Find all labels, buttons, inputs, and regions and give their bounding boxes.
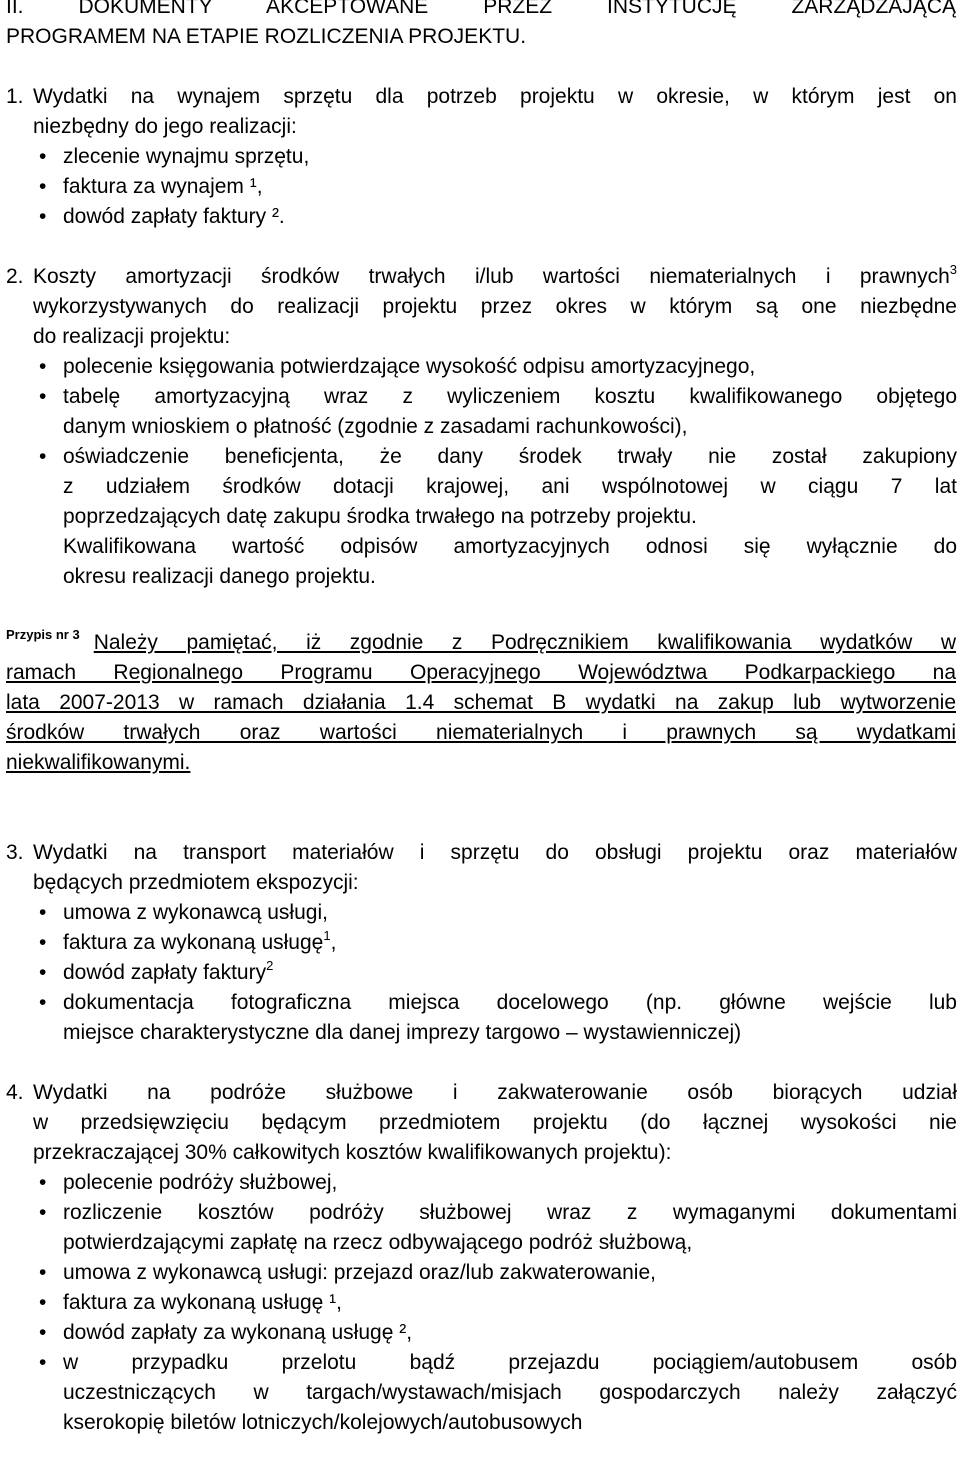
footnote-3 [0,620,960,778]
list-item-text: rozliczenie kosztów podróży służbowej wraz z wymaganymi dokumentami [63,1201,957,1224]
heading-line: PROGRAMEM NA ETAPIE ROZLICZENIA PROJEKTU. [6,25,527,48]
item-number: 4. [6,1081,24,1104]
list-item-text: dowód zapłaty za wykonaną usługę ², [63,1321,413,1344]
footnote-line: lata 2007-2013 w ramach działania 1.4 schemat B wydatki na zakup lub wytworzenie [6,691,956,714]
list-item [33,1258,957,1288]
list-item-text: umowa z wykonawcą usługi, [63,901,328,924]
list-item [33,1348,957,1438]
paragraph-text: Koszty amortyzacji środków trwałych i/lub wartości niematerialnych i prawnych [33,265,950,288]
list-item-text: oświadczenie beneficjenta, że dany środek trwały nie został zakupiony [63,445,957,468]
bullet-icon: • [39,901,47,924]
paragraph-line: niezbędny do jego realizacji: [33,115,297,138]
list-item-text: dowód zapłaty faktury ². [63,205,285,228]
footnote-label: Przypis nr 3 [6,627,80,642]
list-item [33,1318,957,1348]
bullet-icon: • [39,961,47,984]
list-item [33,202,957,232]
bullet-icon: • [39,991,47,1014]
bullet-icon: • [39,1201,47,1224]
bullet-icon: • [39,175,47,198]
bullet-icon: • [39,1171,47,1194]
item-number: 2. [6,265,24,288]
list-item-text: zlecenie wynajmu sprzętu, [63,145,310,168]
list-item [33,142,957,172]
bullet-icon: • [39,355,47,378]
bullet-list [33,142,957,232]
list-item-text: w przypadku przelotu bądź przejazdu pociągiem/autobusem osób [63,1351,957,1374]
paragraph-line: Wydatki na wynajem sprzętu dla potrzeb projektu w okresie, w którym jest on [33,85,957,108]
item-number: 1. [6,85,24,108]
bullet-icon: • [39,145,47,168]
bullet-list [33,1168,957,1438]
paragraph-line [33,262,957,292]
list-item-text: faktura za wynajem ¹, [63,175,263,198]
bullet-list [33,898,957,1048]
list-item-text: faktura za wykonaną usługę ¹, [63,1291,342,1314]
paragraph-line: przekraczającej 30% całkowitych kosztów kwalifikowanych projektu): [33,1141,672,1164]
footnote-ref: 3 [949,262,957,277]
footnote-ref: 2 [266,958,274,973]
paragraph-line: Wydatki na transport materiałów i sprzętu do obsługi projektu oraz materiałów [33,841,957,864]
bullet-list [33,352,957,532]
list-item-text: umowa z wykonawcą usługi: przejazd oraz/lub zakwaterowanie, [63,1261,656,1284]
list-item-text: dokumentacja fotograficzna miejsca docelowego (np. główne wejście lub [63,991,957,1014]
list-item [33,382,957,442]
list-item-text: z udziałem środków dotacji krajowej, ani wspólnotowej w ciągu 7 lat [63,475,957,498]
list-item-text: tabelę amortyzacyjną wraz z wyliczeniem kosztu kwalifikowanego objętego [63,385,957,408]
paragraph-line: okresu realizacji danego projektu. [63,565,376,588]
footnote-ref: 1 [323,928,331,943]
section-4 [0,1078,960,1438]
footnote-line: niekwalifikowanymi. [6,751,191,774]
list-item-text: , [330,931,337,954]
list-item [33,442,957,532]
footnote-text: Należy pamiętać, iż zgodnie z Podręcznikiem kwalifikowania wydatków w [93,631,956,654]
paragraph-line: Wydatki na podróże służbowe i zakwaterowanie osób biorących udział [33,1081,957,1104]
list-item-text: uczestniczących w targach/wystawach/misjach gospodarczych należy załączyć [63,1381,957,1404]
list-item [33,1198,957,1258]
section-3 [0,838,960,1048]
list-item [33,928,957,958]
list-item [33,958,957,988]
section-2 [0,262,960,592]
list-item-text: polecenie podróży służbowej, [63,1171,338,1194]
list-item [33,1168,957,1198]
list-item [33,988,957,1048]
paragraph-line: w przedsięwzięciu będącym przedmiotem projektu (do łącznej wysokości nie [33,1111,957,1134]
bullet-icon: • [39,445,47,468]
bullet-icon: • [39,205,47,228]
list-item-text: potwierdzającymi zapłatę na rzecz odbywającego podróż służbową, [63,1231,693,1254]
footnote-line: środków trwałych oraz wartości niematerialnych i prawnych są wydatkami [6,721,956,744]
bullet-icon: • [39,1261,47,1284]
paragraph-line: wykorzystywanych do realizacji projektu przez okres w którym są one niezbędne [33,295,957,318]
list-item [33,898,957,928]
paragraph-line: do realizacji projektu: [33,325,231,348]
heading-line: II. DOKUMENTY AKCEPTOWANE PRZEZ INSTYTUCJĘ ZARZĄDZAJĄCĄ [6,0,956,18]
footnote-line: ramach Regionalnego Programu Operacyjnego Województwa Podkarpackiego na [6,661,956,684]
list-item-text: faktura za wykonaną usługę [63,931,324,954]
section-1 [0,82,960,232]
paragraph-line: Kwalifikowana wartość odpisów amortyzacyjnych odnosi się wyłącznie do [63,535,957,558]
paragraph [33,532,957,592]
list-item [33,352,957,382]
list-item [33,172,957,202]
bullet-icon: • [39,931,47,954]
list-item [33,1288,957,1318]
bullet-icon: • [39,1321,47,1344]
footnote-line [6,620,956,658]
list-item-text: poprzedzających datę zakupu środka trwałego na potrzeby projektu. [63,505,697,528]
bullet-icon: • [39,1351,47,1374]
item-number: 3. [6,841,24,864]
bullet-icon: • [39,1291,47,1314]
list-item-text: polecenie księgowania potwierdzające wysokość odpisu amortyzacyjnego, [63,355,756,378]
list-item-text: danym wnioskiem o płatność (zgodnie z zasadami rachunkowości), [63,415,688,438]
list-item-text: dowód zapłaty faktury [63,961,267,984]
list-item-text: kserokopię biletów lotniczych/kolejowych/autobusowych [63,1411,583,1434]
bullet-icon: • [39,385,47,408]
list-item-text: miejsce charakterystyczne dla danej imprezy targowo – wystawienniczej) [63,1021,742,1044]
paragraph-line: będących przedmiotem ekspozycji: [33,871,359,894]
section-heading [0,0,960,52]
